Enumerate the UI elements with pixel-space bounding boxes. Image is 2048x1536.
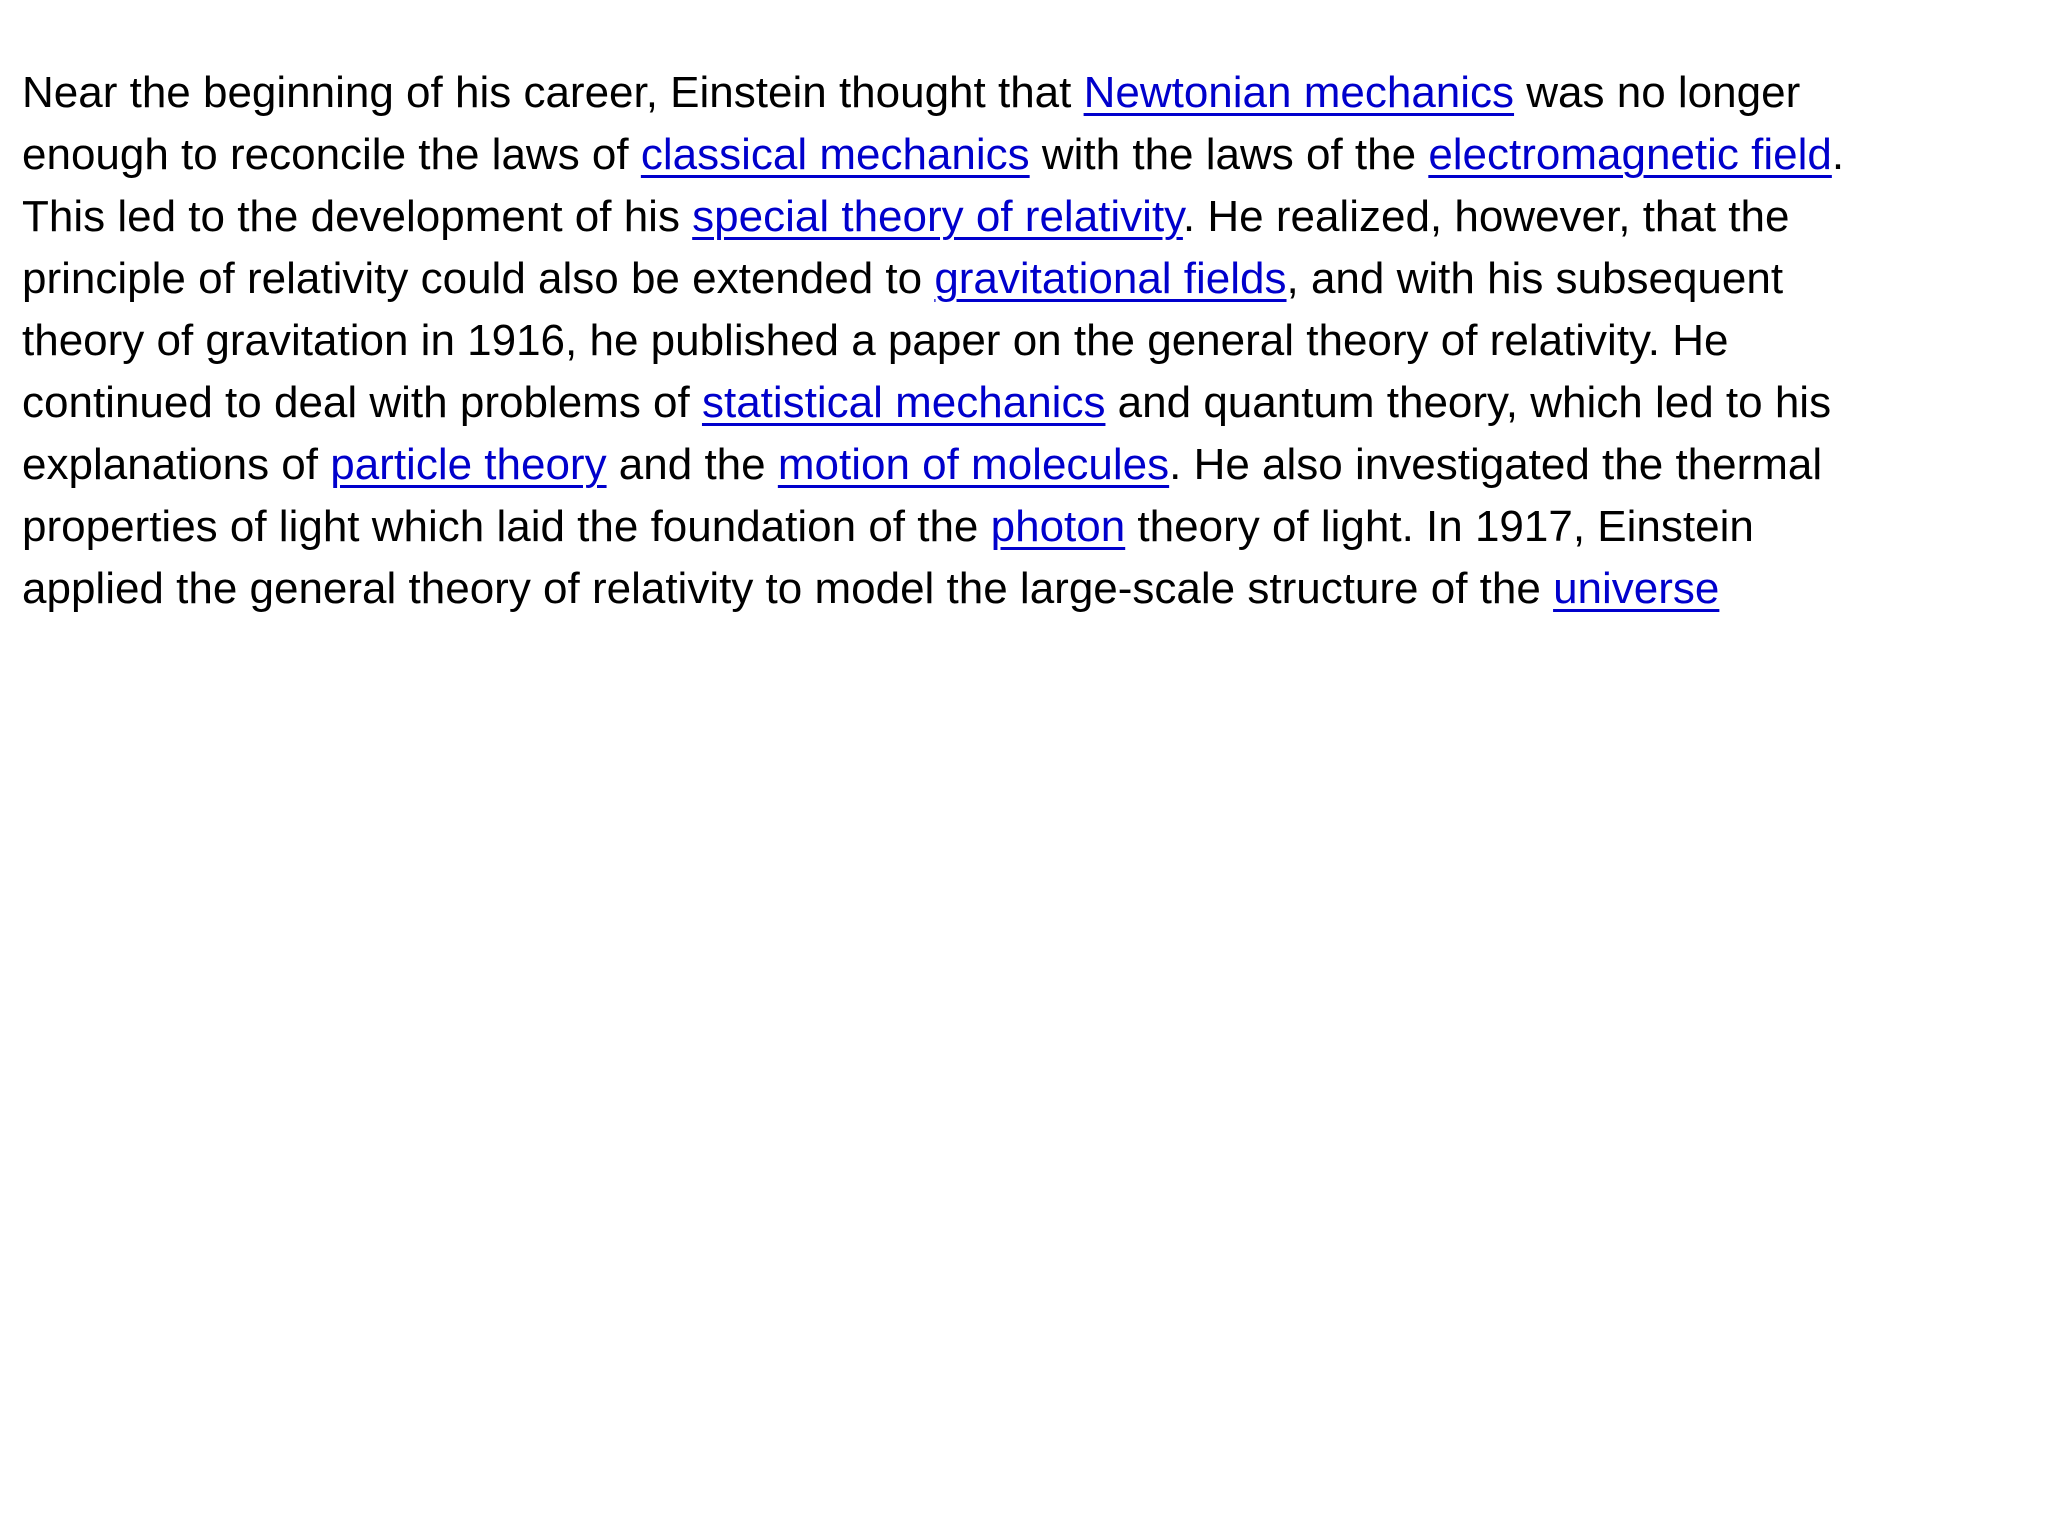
text-segment: theory of light. In 1917, Einstein (1125, 502, 1754, 551)
link-newtonian-mechanics[interactable]: Newtonian mechanics (1083, 68, 1515, 117)
link-special-theory-of-relativity[interactable]: special theory of relativity (692, 192, 1183, 241)
text-segment: Near the beginning of his career, Einstein thought that (22, 68, 1084, 117)
text-segment: applied the general theory of relativity to model the large-scale structure of the (22, 564, 1554, 613)
text-segment: principle of relativity could also be extended to (22, 254, 935, 303)
link-electromagnetic-field[interactable]: electromagnetic field (1428, 130, 1832, 179)
text-segment: explanations of (22, 440, 331, 489)
paragraph-line-9 (22, 558, 2022, 620)
paragraph-line-1 (22, 62, 2022, 124)
text-segment: properties of light which laid the foundation of the (22, 502, 991, 551)
link-classical-mechanics[interactable]: classical mechanics (640, 130, 1030, 179)
paragraph-line-6 (22, 372, 2022, 434)
text-segment: This led to the development of his (22, 192, 693, 241)
text-segment: . (1831, 130, 1845, 179)
text-segment: enough to reconcile the laws of (22, 130, 641, 179)
link-gravitational-fields[interactable]: gravitational fields (934, 254, 1287, 303)
text-segment: . He realized, however, that the (1182, 192, 1790, 241)
link-particle-theory[interactable]: particle theory (330, 440, 607, 489)
link-photon[interactable]: photon (990, 502, 1126, 551)
paragraph-line-4 (22, 248, 2022, 310)
text-segment: and quantum theory, which led to his (1105, 378, 1832, 427)
text-segment: theory of gravitation in 1916, he published a paper on the general theory of relativity. He (22, 316, 1729, 365)
einstein-paragraph (22, 62, 2022, 620)
link-universe[interactable]: universe (1553, 564, 1720, 613)
paragraph-line-5 (22, 310, 2022, 372)
paragraph-line-2 (22, 124, 2022, 186)
link-statistical-mechanics[interactable]: statistical mechanics (701, 378, 1106, 427)
paragraph-line-7 (22, 434, 2022, 496)
paragraph-line-8 (22, 496, 2022, 558)
text-segment: , and with his subsequent (1286, 254, 1784, 303)
text-segment: with the laws of the (1029, 130, 1429, 179)
text-segment: continued to deal with problems of (22, 378, 702, 427)
text-segment: and the (606, 440, 778, 489)
paragraph-line-3 (22, 186, 2022, 248)
link-motion-of-molecules[interactable]: motion of molecules (777, 440, 1170, 489)
text-segment: was no longer (1514, 68, 1801, 117)
text-segment: . He also investigated the thermal (1169, 440, 1823, 489)
